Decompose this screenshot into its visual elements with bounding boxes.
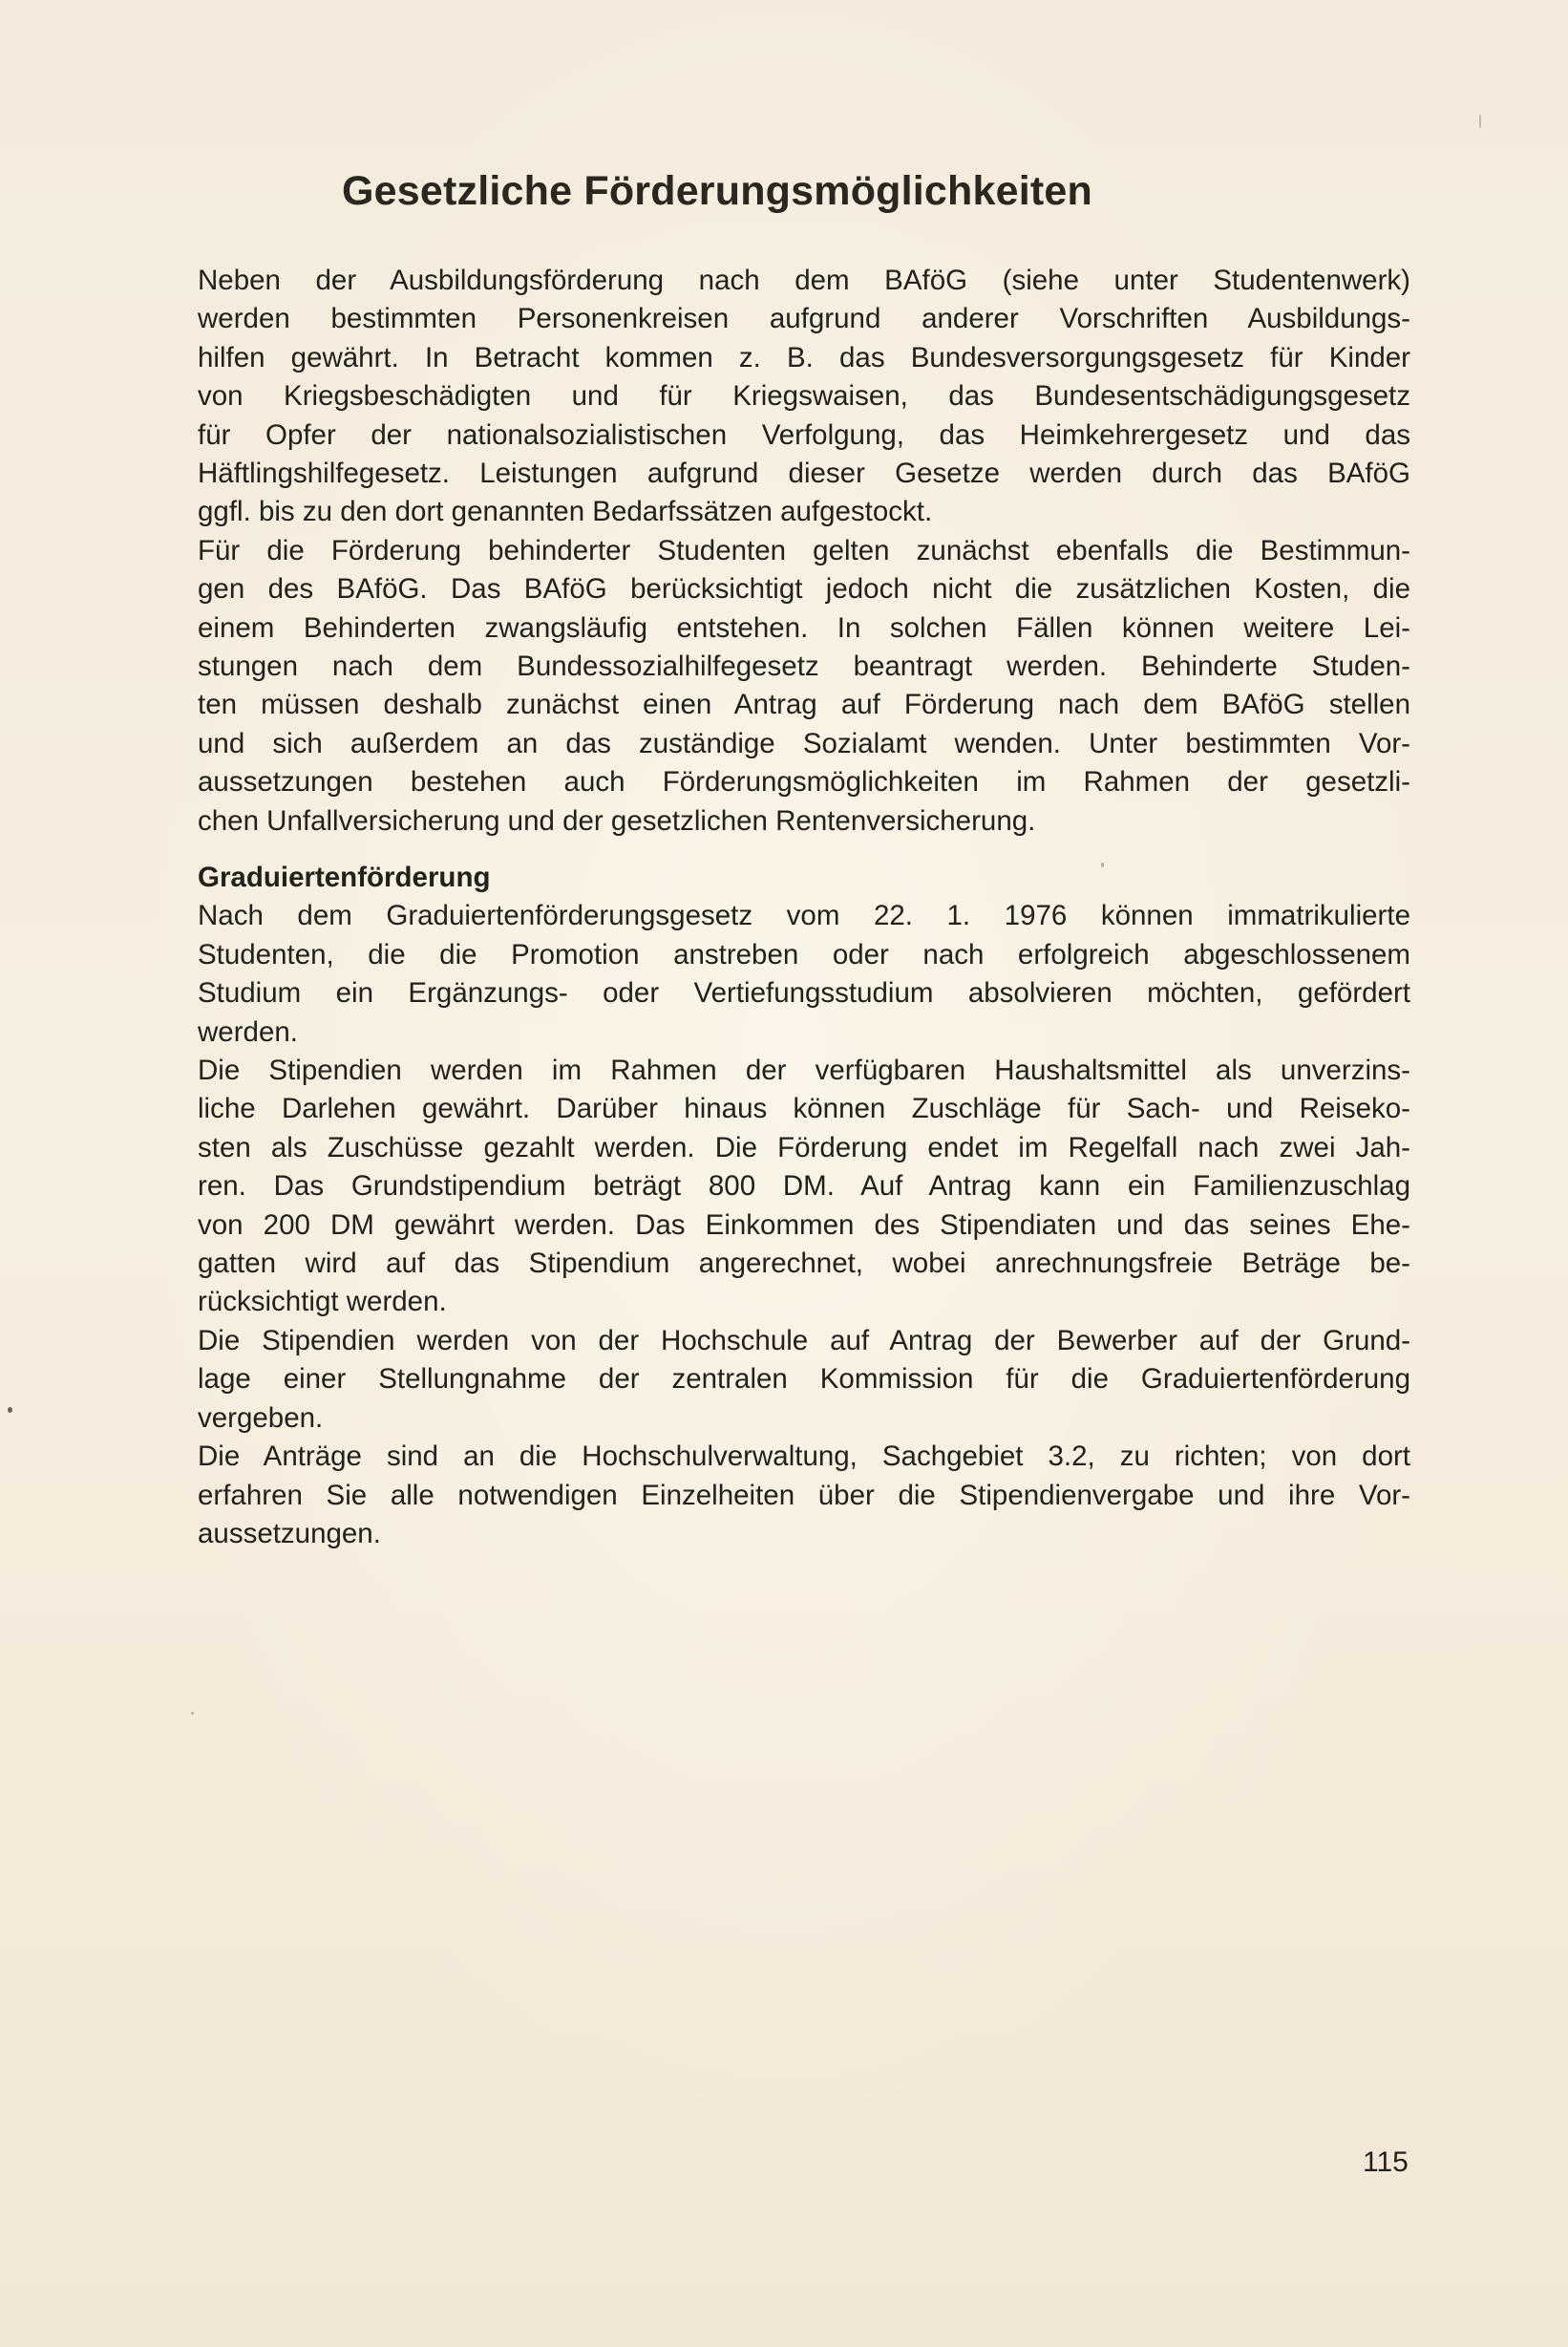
text-line: Studenten, die die Promotion anstreben oder nach erfolgreich abgeschlossenem xyxy=(198,938,1410,971)
text-line: rücksichtigt werden. xyxy=(198,1286,447,1318)
text-line: ten müssen deshalb zunächst einen Antrag auf Förderung nach dem BAföG stellen xyxy=(198,689,1410,721)
text-line: von Kriegsbeschädigten und für Kriegswaisen, das Bundesentschädigungsgesetz xyxy=(198,380,1410,413)
text-line: ggfl. bis zu den dort genannten Bedarfssätzen aufgestockt. xyxy=(198,496,933,528)
text-line: hilfen gewährt. In Betracht kommen z. B. das Bundesversorgungsgesetz für Kinder xyxy=(198,341,1410,373)
text-line: gen des BAföG. Das BAföG berücksichtigt jedoch nicht die zusätzlichen Kosten, die xyxy=(198,573,1410,606)
text-line: lage einer Stellungnahme der zentralen Kommission für die Graduiertenförderung xyxy=(198,1363,1410,1396)
text-line: Die Stipendien werden im Rahmen der verfügbaren Haushaltsmittel als unverzins- xyxy=(198,1055,1410,1087)
text-line: stungen nach dem Bundessozialhilfegesetz beantragt werden. Behinderte Studen- xyxy=(198,651,1410,683)
section-heading: Graduiertenförderung xyxy=(198,862,491,893)
text-line: Nach dem Graduiertenförderungsgesetz vom 22. 1. 1976 können immatrikulierte xyxy=(198,900,1410,932)
text-line: für Opfer der nationalsozialistischen Verfolgung, das Heimkehrergesetz und das xyxy=(198,418,1410,451)
text-line: von 200 DM gewährt werden. Das Einkommen des Stipendiaten und das seines Ehe- xyxy=(198,1208,1410,1241)
text-line: aussetzungen. xyxy=(198,1517,381,1549)
text-line: und sich außerdem an das zuständige Sozialamt wenden. Unter bestimmten Vor- xyxy=(198,727,1410,759)
text-line: ren. Das Grundstipendium beträgt 800 DM. Auf Antrag kann ein Familienzuschlag xyxy=(198,1170,1410,1203)
page-number: 115 xyxy=(1363,2146,1409,2178)
text-line: werden. xyxy=(198,1015,298,1048)
text-line: Die Stipendien werden von der Hochschule auf Antrag der Bewerber auf der Grund- xyxy=(198,1324,1410,1356)
text-line: liche Darlehen gewährt. Darüber hinaus können Zuschläge für Sach- und Reiseko- xyxy=(198,1093,1410,1125)
paper-speck xyxy=(8,1407,12,1413)
text-line: einem Behinderten zwangsläufig entstehen. In solchen Fällen können weitere Lei- xyxy=(198,611,1410,644)
text-line: Die Anträge sind an die Hochschulverwaltung, Sachgebiet 3.2, zu richten; von dort xyxy=(198,1440,1410,1473)
page-title: Gesetzliche Förderungsmöglichkeiten xyxy=(342,168,1092,214)
text-line: Studium ein Ergänzungs- oder Vertiefungsstudium absolvieren möchten, gefördert xyxy=(198,977,1410,1010)
paper-speck xyxy=(1101,863,1104,867)
text-line: chen Unfallversicherung und der gesetzlichen Rentenversicherung. xyxy=(198,804,1036,837)
text-line: Neben der Ausbildungsförderung nach dem BAföG (siehe unter Studentenwerk) xyxy=(198,265,1410,296)
text-line: vergeben. xyxy=(198,1401,324,1434)
graduate-section xyxy=(198,859,1410,1553)
text-line: sten als Zuschüsse gezahlt werden. Die Förderung endet im Regelfall nach zwei Jah- xyxy=(198,1131,1410,1163)
intro-paragraph xyxy=(198,262,1410,841)
paper-speck xyxy=(1479,115,1481,128)
text-line: aussetzungen bestehen auch Förderungsmöglichkeiten im Rahmen der gesetzli- xyxy=(198,766,1410,799)
text-line: Häftlingshilfegesetz. Leistungen aufgrund dieser Gesetze werden durch das BAföG xyxy=(198,458,1410,490)
text-line: werden bestimmten Personenkreisen aufgrund anderer Vorschriften Ausbildungs- xyxy=(198,303,1410,335)
text-line: gatten wird auf das Stipendium angerechnet, wobei anrechnungsfreie Beträge be- xyxy=(198,1248,1410,1280)
text-line: erfahren Sie alle notwendigen Einzelheiten über die Stipendienvergabe und ihre Vor- xyxy=(198,1479,1410,1511)
text-line: Für die Förderung behinderter Studenten gelten zunächst ebenfalls die Bestimmun- xyxy=(198,534,1410,566)
paper-speck xyxy=(191,1712,194,1715)
